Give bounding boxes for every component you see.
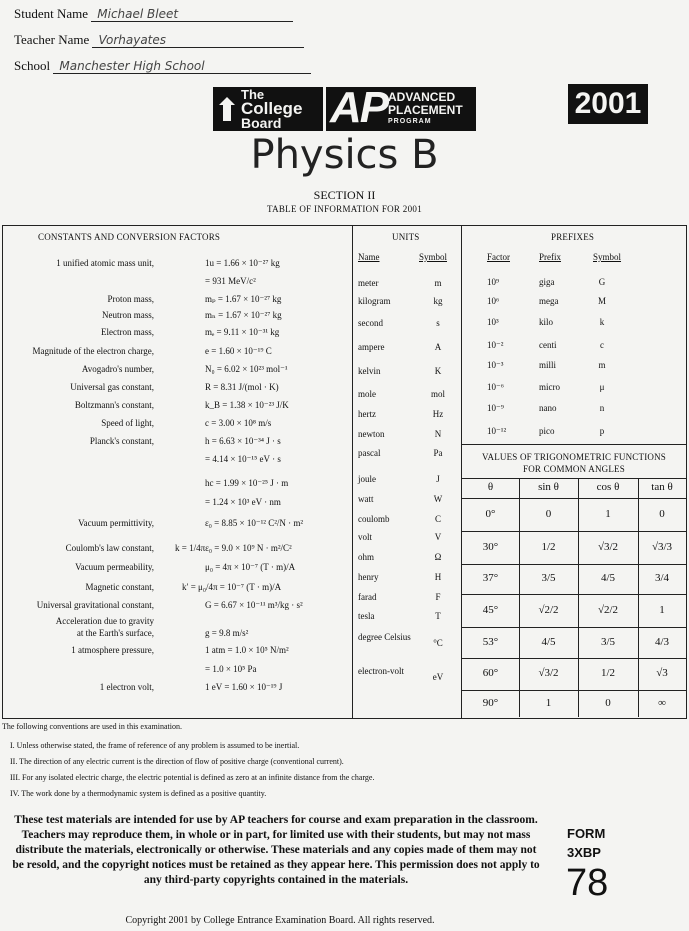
year-badge: 2001 xyxy=(568,84,648,124)
prefix-symbol: n xyxy=(599,403,605,413)
teacher-name-value: Vorhayates xyxy=(92,33,304,48)
constant-value: g = 9.8 m/s² xyxy=(205,628,249,638)
prefix-factor: 10⁹ xyxy=(487,277,500,287)
trig-heading-line2: FOR COMMON ANGLES xyxy=(523,464,625,474)
constant-value: mₚ = 1.67 × 10⁻²⁷ kg xyxy=(205,294,282,304)
constant-name: Acceleration due to gravity xyxy=(55,616,154,626)
constant-name: Vacuum permittivity, xyxy=(78,518,154,528)
unit-name: farad xyxy=(358,592,377,602)
constant-name: 1 unified atomic mass unit, xyxy=(56,258,154,268)
units-col-symbol: Symbol xyxy=(419,252,448,262)
trig-cos: √3/2 xyxy=(597,540,619,553)
convention-item-3: III. For any isolated electric charge, the electric potential is defined as zero at an infinite distance from the charge. xyxy=(10,773,375,782)
trig-tan: √3/3 xyxy=(651,540,673,553)
student-name-label: Student Name xyxy=(14,6,89,21)
prefix-factor: 10⁻¹² xyxy=(487,426,507,436)
constant-value: = 1.24 × 10³ eV · nm xyxy=(205,497,281,507)
constant-value: N₀ = 6.02 × 10²³ mol⁻¹ xyxy=(205,364,288,374)
constant-name: Magnitude of the electron charge, xyxy=(32,346,154,356)
constant-value: = 931 MeV/c² xyxy=(205,276,256,286)
constant-name: Universal gravitational constant, xyxy=(36,600,154,610)
unit-name: joule xyxy=(358,474,376,484)
school-line xyxy=(14,58,311,74)
school-label: School xyxy=(14,58,51,73)
convention-item-4: IV. The work done by a thermodynamic system is defined as a positive quantity. xyxy=(10,789,267,798)
prefix-symbol: M xyxy=(597,296,606,306)
prefixes-col-prefix: Prefix xyxy=(539,252,561,262)
student-name-value: Michael Bleet xyxy=(91,7,293,22)
ap-mark: AP xyxy=(330,83,388,132)
constant-value: 1 atm = 1.0 × 10⁵ N/m² xyxy=(205,645,289,655)
prefix-symbol: G xyxy=(598,277,606,287)
constant-value: = 4.14 × 10⁻¹⁵ eV · s xyxy=(205,454,281,464)
trig-sin: 1/2 xyxy=(541,540,556,553)
prefix-factor: 10⁶ xyxy=(487,296,500,306)
trig-header-angle: θ xyxy=(487,481,494,493)
prefixes-heading: PREFIXES xyxy=(551,232,595,242)
unit-name: volt xyxy=(358,532,373,542)
unit-name: ohm xyxy=(358,552,375,562)
constant-name: Proton mass, xyxy=(107,294,154,304)
unit-symbol: N xyxy=(434,429,442,439)
trig-angle: 37° xyxy=(482,572,499,584)
trig-row-divider xyxy=(462,690,686,691)
constant-name: Vacuum permeability, xyxy=(75,562,154,572)
prefix-name: kilo xyxy=(539,317,554,327)
constant-name: Avogadro's number, xyxy=(81,364,154,374)
units-col-name: Name xyxy=(358,252,380,262)
unit-symbol: mol xyxy=(430,389,445,399)
trig-tan: 1 xyxy=(659,603,665,616)
prefixes-col-symbol: Symbol xyxy=(593,252,622,262)
prefix-name: milli xyxy=(539,360,557,370)
student-name-line xyxy=(14,6,293,22)
teacher-name-label: Teacher Name xyxy=(14,32,90,47)
unit-symbol: kg xyxy=(433,296,443,306)
trig-heading-line1: VALUES OF TRIGONOMETRIC FUNCTIONS xyxy=(481,452,667,462)
prefix-name: centi xyxy=(539,340,557,350)
constant-value: mₙ = 1.67 × 10⁻²⁷ kg xyxy=(205,310,282,320)
constants-heading: CONSTANTS AND CONVERSION FACTORS xyxy=(38,232,221,242)
unit-symbol: K xyxy=(434,366,442,376)
unit-symbol: °C xyxy=(433,638,443,648)
trig-row-divider xyxy=(462,531,686,532)
trig-sin: 3/5 xyxy=(541,572,556,584)
constant-value: hc = 1.99 × 10⁻²⁵ J · m xyxy=(205,478,289,488)
constant-value: G = 6.67 × 10⁻¹¹ m³/kg · s² xyxy=(205,600,303,610)
unit-symbol: Ω xyxy=(434,552,442,562)
unit-name: newton xyxy=(358,429,385,439)
prefix-factor: 10⁻² xyxy=(487,340,504,350)
constant-value: k′ = μ₀/4π = 10⁻⁷ (T · m)/A xyxy=(182,582,282,592)
trig-angle: 60° xyxy=(482,667,499,679)
unit-name: watt xyxy=(358,494,374,504)
cb-line1: The xyxy=(241,87,265,102)
trig-sin: 0 xyxy=(545,507,552,520)
trig-cos: 4/5 xyxy=(600,572,616,584)
cb-line2: College xyxy=(241,99,303,118)
unit-name: kilogram xyxy=(358,296,391,306)
ap-line3: PROGRAM xyxy=(388,118,432,125)
prefix-symbol: m xyxy=(598,360,606,370)
trig-angle: 45° xyxy=(482,603,499,616)
trig-row-divider xyxy=(462,594,686,595)
prefix-name: nano xyxy=(539,403,557,413)
prefix-name: mega xyxy=(539,296,559,306)
constant-name: Planck's constant, xyxy=(89,436,154,446)
prefix-factor: 10⁻⁶ xyxy=(487,382,504,392)
unit-name: ampere xyxy=(358,342,385,352)
trig-sin: 1 xyxy=(545,696,552,709)
unit-symbol: V xyxy=(434,532,442,542)
trig-sin: √3/2 xyxy=(538,667,559,679)
trig-angle: 30° xyxy=(482,540,499,553)
trig-angle: 90° xyxy=(482,696,499,709)
school-value: Manchester High School xyxy=(53,59,311,74)
unit-symbol: eV xyxy=(432,672,444,682)
unit-symbol: J xyxy=(436,474,440,484)
trig-header-tan: tan θ xyxy=(651,481,673,493)
unit-symbol: F xyxy=(435,592,441,602)
constant-value: 1u = 1.66 × 10⁻²⁷ kg xyxy=(205,258,280,268)
units-heading: UNITS xyxy=(392,232,420,242)
ap-logo xyxy=(326,83,476,132)
trig-row-divider xyxy=(462,478,686,479)
constant-value: k = 1/4πε₀ = 9.0 × 10⁹ N · m²/C² xyxy=(175,543,292,553)
prefix-name: micro xyxy=(539,382,560,392)
constant-value: 1 eV = 1.60 × 10⁻¹⁹ J xyxy=(205,682,283,692)
trig-header-sin: sin θ xyxy=(538,481,559,493)
copyright-line: Copyright 2001 by College Entrance Examination Board. All rights reserved. xyxy=(125,915,435,926)
prefix-factor: 10⁻³ xyxy=(487,360,504,370)
constant-value: ε₀ = 8.85 × 10⁻¹² C²/N · m² xyxy=(205,518,304,528)
constant-value: k_B = 1.38 × 10⁻²³ J/K xyxy=(205,400,289,410)
page-title: Physics B xyxy=(250,132,439,178)
conventions-intro: The following conventions are used in this examination. xyxy=(2,722,182,731)
constant-name: Boltzmann's constant, xyxy=(74,400,154,410)
trig-row-divider xyxy=(462,564,686,565)
ap-line2: PLACEMENT xyxy=(388,103,463,117)
unit-symbol: A xyxy=(434,342,442,352)
unit-name: kelvin xyxy=(358,366,381,376)
prefixes-col-factor: Factor xyxy=(487,252,510,262)
trig-tan: √3 xyxy=(656,667,668,679)
unit-name: coulomb xyxy=(358,514,390,524)
unit-symbol: T xyxy=(435,611,441,621)
constant-name: Speed of light, xyxy=(101,418,154,428)
constant-name: Coulomb's law constant, xyxy=(65,543,154,553)
trig-cos: 1 xyxy=(605,507,611,520)
prefix-symbol: p xyxy=(599,426,605,436)
prefix-factor: 10⁻⁹ xyxy=(487,403,504,413)
unit-symbol: W xyxy=(433,494,443,504)
unit-symbol: m xyxy=(434,278,442,288)
form-code: 3XBP xyxy=(567,845,601,860)
trig-row-divider xyxy=(462,627,686,628)
college-board-mark-icon xyxy=(217,95,237,123)
convention-item-1: I. Unless otherwise stated, the frame of reference of any problem is assumed to be inertial. xyxy=(10,741,300,750)
unit-name: pascal xyxy=(358,448,381,458)
trig-tan: 3/4 xyxy=(654,572,670,584)
trig-cos: 1/2 xyxy=(600,667,616,679)
trig-header-cos: cos θ xyxy=(596,481,620,493)
unit-symbol: H xyxy=(434,572,442,582)
form-label: FORM xyxy=(567,826,606,841)
college-board-logo xyxy=(213,87,323,131)
convention-item-2: II. The direction of any electric current is the direction of flow of positive charge (conventional current). xyxy=(10,757,344,766)
table-subtitle: TABLE OF INFORMATION FOR 2001 xyxy=(267,204,422,214)
constant-name: Universal gas constant, xyxy=(70,382,154,392)
constant-name: 1 electron volt, xyxy=(99,682,154,692)
trig-sin: 4/5 xyxy=(541,635,556,648)
unit-name: mole xyxy=(358,389,376,399)
unit-symbol: C xyxy=(434,514,441,524)
constant-name: Electron mass, xyxy=(101,327,154,337)
constant-value: μ₀ = 4π × 10⁻⁷ (T · m)/A xyxy=(205,562,296,572)
prefix-factor: 10³ xyxy=(487,317,499,327)
unit-symbol: Pa xyxy=(433,448,443,458)
section-label: SECTION II xyxy=(313,188,376,202)
form-number: 78 xyxy=(566,862,609,904)
constant-value: = 1.0 × 10⁵ Pa xyxy=(205,664,257,674)
unit-name: electron-volt xyxy=(358,666,404,676)
trig-angle: 0° xyxy=(485,507,496,520)
constant-value: h = 6.63 × 10⁻³⁴ J · s xyxy=(205,436,281,446)
prefix-name: pico xyxy=(539,426,555,436)
trig-sin: √2/2 xyxy=(538,603,559,616)
unit-symbol: Hz xyxy=(432,409,444,419)
prefix-name: giga xyxy=(539,277,555,287)
prefix-symbol: c xyxy=(600,340,604,350)
prefix-symbol: μ xyxy=(599,382,605,392)
unit-name: second xyxy=(358,318,383,328)
teacher-name-line xyxy=(14,32,304,48)
trig-tan: ∞ xyxy=(658,696,666,709)
prefix-symbol: k xyxy=(599,317,605,327)
ap-line1: ADVANCED xyxy=(388,90,456,104)
trig-cos: √2/2 xyxy=(597,603,619,616)
constant-value: R = 8.31 J/(mol · K) xyxy=(205,382,279,392)
constant-name: 1 atmosphere pressure, xyxy=(71,645,154,655)
constant-name: Neutron mass, xyxy=(102,310,154,320)
usage-notice: These test materials are intended for use by AP teachers for course and exam preparation in the classroom. Teachers may reproduce them, in whole or in part, for limited use with their students, but may not mass distribute the materials, electronically or otherwise. These materials and any copies made of them may not be resold, and the copyright notices must be retained as they appear here. This permission does not apply to any third-party copyrights contained in the materials. xyxy=(12,814,540,886)
unit-name: meter xyxy=(358,278,379,288)
trig-cos: 0 xyxy=(605,696,611,709)
trig-angle: 53° xyxy=(482,635,499,648)
trig-cos: 3/5 xyxy=(600,635,616,648)
unit-name: henry xyxy=(358,572,379,582)
unit-name: degree Celsius xyxy=(358,632,411,642)
trig-tan: 0 xyxy=(659,507,665,520)
constant-value: c = 3.00 × 10⁸ m/s xyxy=(205,418,272,428)
cb-line3: Board xyxy=(241,115,282,131)
constant-name: Magnetic constant, xyxy=(85,582,154,592)
unit-name: hertz xyxy=(358,409,376,419)
unit-symbol: s xyxy=(436,318,440,328)
unit-name: tesla xyxy=(358,611,375,621)
constant-value: e = 1.60 × 10⁻¹⁹ C xyxy=(205,346,272,356)
trig-row-divider xyxy=(462,658,686,659)
trig-tan: 4/3 xyxy=(654,635,670,648)
constant-value: mₑ = 9.11 × 10⁻³¹ kg xyxy=(205,327,280,337)
constant-name: at the Earth's surface, xyxy=(76,628,154,638)
trig-row-divider xyxy=(462,498,686,499)
